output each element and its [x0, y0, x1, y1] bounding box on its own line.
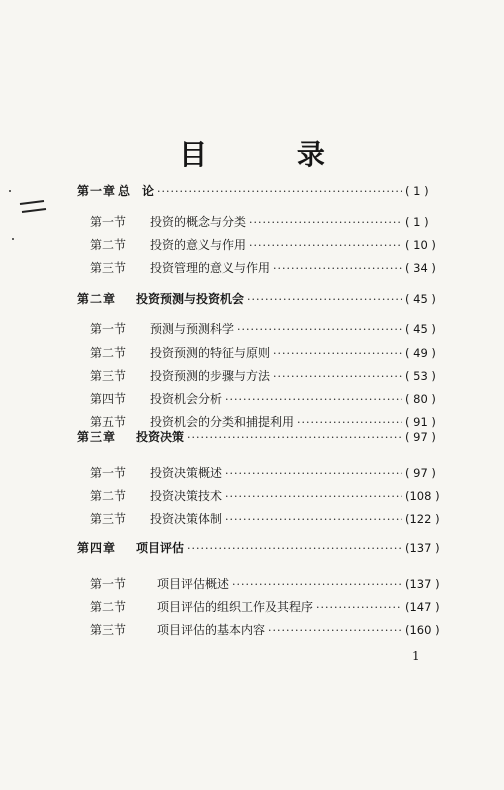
section-title: 项目评估的基本内容: [157, 623, 266, 637]
toc-section-row: [0, 389, 504, 409]
toc-section-row: [0, 235, 504, 255]
section-number: 第二节: [90, 600, 127, 614]
section-number: 第三节: [90, 623, 127, 637]
leader-dots: [273, 343, 402, 363]
toc-section-row: [0, 258, 504, 278]
section-title: 项目评估概述: [157, 577, 230, 591]
toc-section-row: [0, 597, 504, 617]
leader-dots: [249, 212, 402, 232]
toc-section-row: [0, 486, 504, 506]
leader-dots: [237, 319, 402, 339]
toc-section-row: [0, 509, 504, 529]
section-number: 第四节: [90, 392, 127, 406]
section-title: 项目评估的组织工作及其程序: [157, 600, 314, 614]
leader-dots: [268, 620, 402, 640]
section-title: 预测与预测科学: [150, 322, 235, 336]
section-number: 第一节: [90, 215, 127, 229]
leader-dots: [316, 597, 402, 617]
section-number: 第一节: [90, 466, 127, 480]
leader-dots: [225, 509, 402, 529]
chapter-title: 项目评估: [136, 541, 185, 555]
toc-section-row: [0, 620, 504, 640]
section-title: 投资预测的特征与原则: [150, 346, 271, 360]
section-title: 投资决策概述: [150, 466, 223, 480]
leader-dots: [157, 181, 402, 201]
chapter-number: 第三章: [77, 430, 117, 444]
leader-dots: [273, 258, 402, 278]
section-page: (137 ): [405, 577, 440, 591]
section-number: 第三节: [90, 512, 127, 526]
section-number: 第三节: [90, 369, 127, 383]
section-page: ( 80 ): [405, 392, 436, 406]
leader-dots: [225, 389, 402, 409]
section-title: 投资决策技术: [150, 489, 223, 503]
section-page: ( 91 ): [405, 415, 436, 429]
leader-dots: [249, 235, 402, 255]
toc-section-row: [0, 463, 504, 483]
chapter-title: 总 论: [118, 184, 155, 198]
section-title: 投资机会分析: [150, 392, 223, 406]
chapter-number: 第四章: [77, 541, 117, 555]
leader-dots: [225, 486, 402, 506]
page-title: 目 录: [179, 138, 365, 171]
section-number: 第二节: [90, 489, 127, 503]
section-page: ( 53 ): [405, 369, 436, 383]
page-number: 1: [412, 649, 420, 663]
chapter-page: (137 ): [405, 541, 440, 555]
section-number: 第一节: [90, 322, 127, 336]
section-page: ( 34 ): [405, 261, 436, 275]
leader-dots: [187, 427, 402, 447]
section-page: (160 ): [405, 623, 440, 637]
toc-section-row: [0, 343, 504, 363]
section-title: 投资管理的意义与作用: [150, 261, 271, 275]
toc-chapter-row: [0, 538, 504, 558]
toc-chapter-row: [0, 427, 504, 447]
leader-dots: [232, 574, 402, 594]
toc-chapter-row: [0, 181, 504, 201]
chapter-number: 第二章: [77, 292, 117, 306]
chapter-page: ( 97 ): [405, 430, 436, 444]
toc-section-row: [0, 366, 504, 386]
section-page: ( 49 ): [405, 346, 436, 360]
chapter-page: ( 1 ): [405, 184, 429, 198]
section-page: ( 45 ): [405, 322, 436, 336]
chapter-title: 投资预测与投资机会: [136, 292, 245, 306]
section-title: 投资的概念与分类: [150, 215, 247, 229]
toc-section-row: [0, 212, 504, 232]
section-title: 投资预测的步骤与方法: [150, 369, 271, 383]
section-page: (108 ): [405, 489, 440, 503]
chapter-title: 投资决策: [136, 430, 185, 444]
section-title: 投资的意义与作用: [150, 238, 247, 252]
toc-section-row: [0, 319, 504, 339]
leader-dots: [247, 289, 402, 309]
section-title: 投资决策体制: [150, 512, 223, 526]
leader-dots: [273, 366, 402, 386]
section-page: (147 ): [405, 600, 440, 614]
section-number: 第二节: [90, 346, 127, 360]
section-page: ( 10 ): [405, 238, 436, 252]
section-title: 投资机会的分类和捕提利用: [150, 415, 295, 429]
toc-section-row: [0, 574, 504, 594]
section-number: 第五节: [90, 415, 127, 429]
section-number: 第一节: [90, 577, 127, 591]
section-page: ( 97 ): [405, 466, 436, 480]
section-page: (122 ): [405, 512, 440, 526]
leader-dots: [187, 538, 402, 558]
section-page: ( 1 ): [405, 215, 429, 229]
chapter-number: 第一章: [77, 184, 117, 198]
leader-dots: [225, 463, 402, 483]
chapter-page: ( 45 ): [405, 292, 436, 306]
toc-chapter-row: [0, 289, 504, 309]
section-number: 第二节: [90, 238, 127, 252]
section-number: 第三节: [90, 261, 127, 275]
